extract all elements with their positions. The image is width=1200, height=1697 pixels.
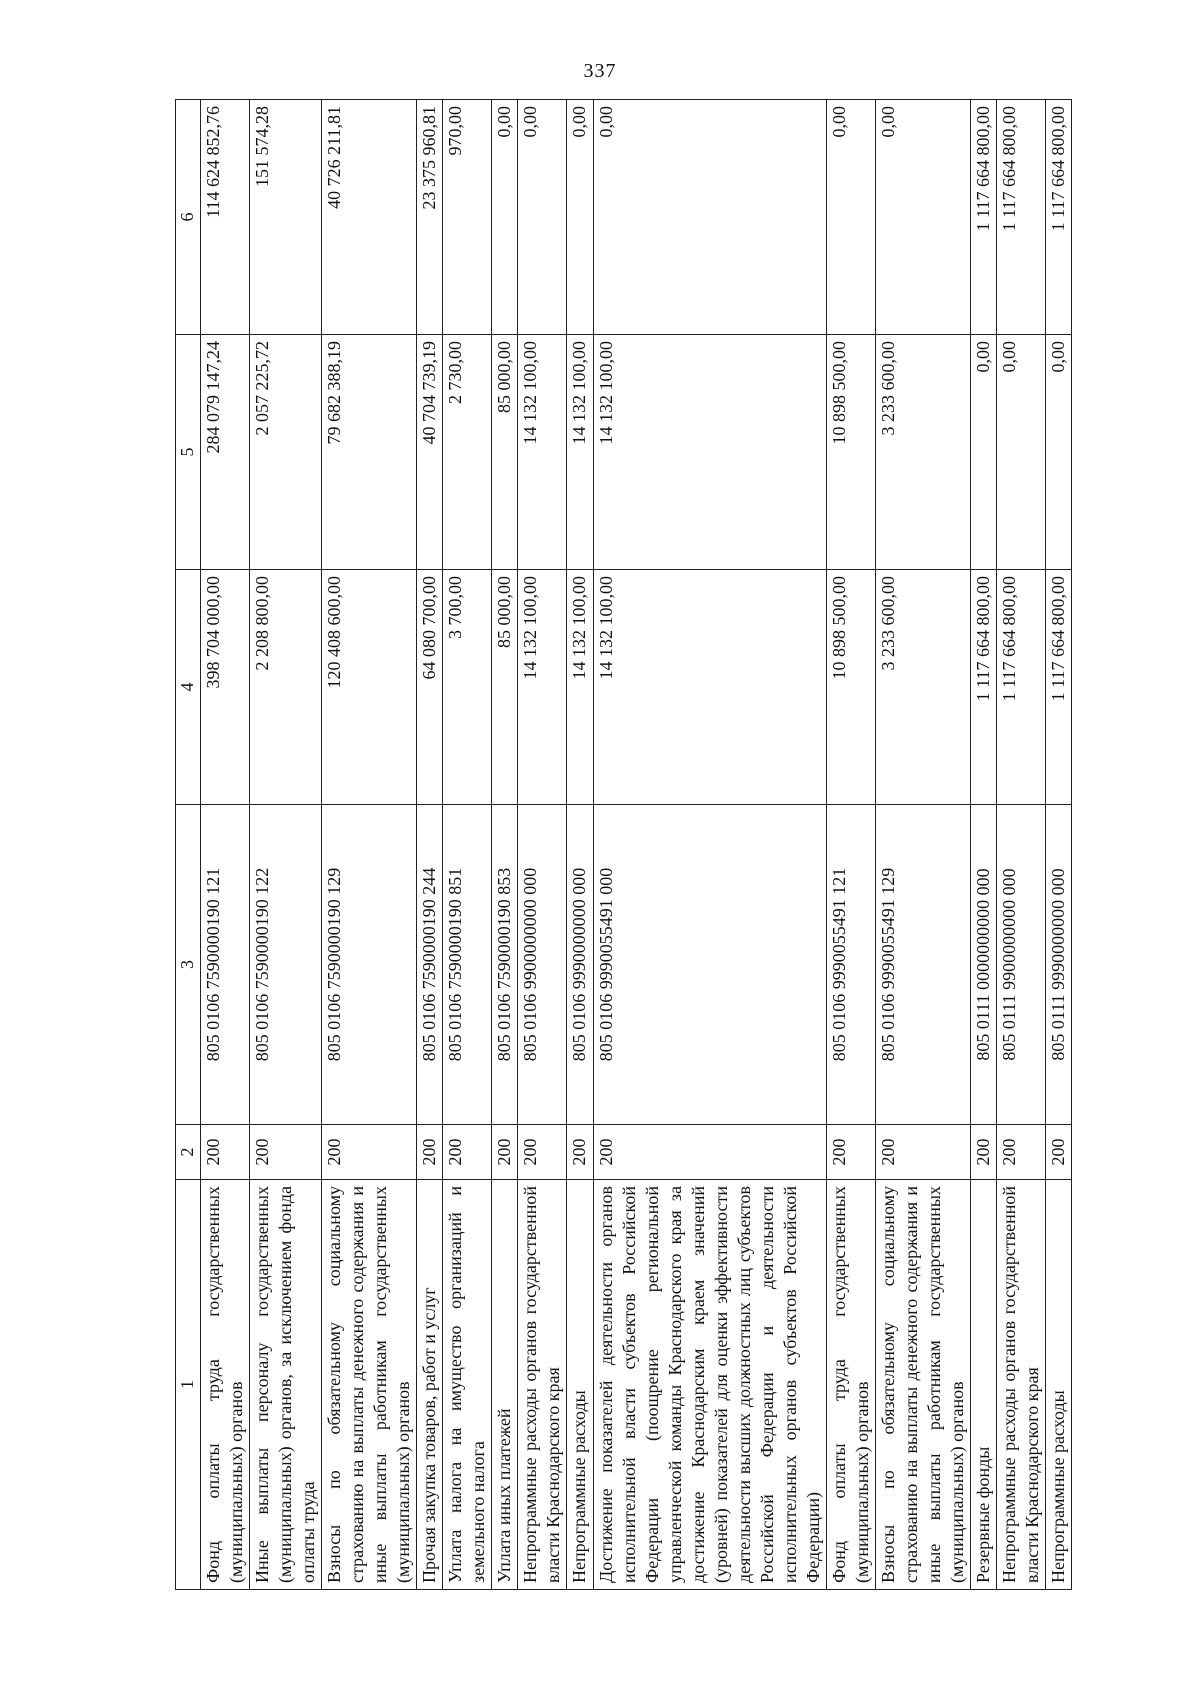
line-code: 200 — [971, 1125, 997, 1180]
unexecuted-amount: 0,00 — [875, 100, 970, 335]
line-code: 200 — [322, 1125, 417, 1180]
unexecuted-amount: 23 375 960,81 — [417, 100, 443, 335]
expense-name: Взносы по обязательному социальному страхованию на выплаты денежного содержания и иные выплаты работникам государственных (муниципальных) органов — [875, 1180, 970, 1590]
header-col-3: 3 — [176, 805, 201, 1125]
executed-amount: 2 730,00 — [443, 335, 492, 570]
header-col-4: 4 — [176, 570, 201, 805]
classification-code: 805 0106 7590000190 129 — [322, 805, 417, 1125]
approved-amount: 3 700,00 — [443, 570, 492, 805]
expense-name: Уплата налога на имущество организаций и земельного налога — [443, 1180, 492, 1590]
executed-amount: 0,00 — [1046, 335, 1072, 570]
table-row — [971, 100, 997, 1590]
classification-code: 805 0106 9990000000 000 — [567, 805, 593, 1125]
unexecuted-amount: 1 117 664 800,00 — [1046, 100, 1072, 335]
table-body — [201, 100, 1072, 1590]
expense-name: Резервные фонды — [971, 1180, 997, 1590]
approved-amount: 64 080 700,00 — [417, 570, 443, 805]
table-row — [567, 100, 593, 1590]
rotated-table-container — [175, 100, 1120, 1590]
expense-name: Непрограммные расходы органов государственной власти Краснодарского края — [997, 1180, 1046, 1590]
unexecuted-amount: 151 574,28 — [250, 100, 322, 335]
expense-name: Прочая закупка товаров, работ и услуг — [417, 1180, 443, 1590]
line-code: 200 — [417, 1125, 443, 1180]
executed-amount: 3 233 600,00 — [875, 335, 970, 570]
table-row — [518, 100, 567, 1590]
approved-amount: 14 132 100,00 — [593, 570, 826, 805]
expense-name: Уплата иных платежей — [492, 1180, 518, 1590]
table-row — [492, 100, 518, 1590]
classification-code: 805 0106 9990055491 000 — [593, 805, 826, 1125]
line-code: 200 — [875, 1125, 970, 1180]
expense-name: Фонд оплаты труда государственных (муниципальных) органов — [201, 1180, 250, 1590]
approved-amount: 398 704 000,00 — [201, 570, 250, 805]
unexecuted-amount: 0,00 — [826, 100, 875, 335]
line-code: 200 — [201, 1125, 250, 1180]
page-number: 337 — [583, 60, 617, 82]
classification-code: 805 0106 7590000190 121 — [201, 805, 250, 1125]
executed-amount: 85 000,00 — [492, 335, 518, 570]
line-code: 200 — [518, 1125, 567, 1180]
expense-name: Непрограммные расходы органов государственной власти Краснодарского края — [518, 1180, 567, 1590]
classification-code: 805 0106 7590000190 851 — [443, 805, 492, 1125]
approved-amount: 1 117 664 800,00 — [971, 570, 997, 805]
table-row — [997, 100, 1046, 1590]
executed-amount: 2 057 225,72 — [250, 335, 322, 570]
approved-amount: 85 000,00 — [492, 570, 518, 805]
executed-amount: 14 132 100,00 — [567, 335, 593, 570]
unexecuted-amount: 970,00 — [443, 100, 492, 335]
header-col-5: 5 — [176, 335, 201, 570]
executed-amount: 0,00 — [971, 335, 997, 570]
table-row — [443, 100, 492, 1590]
classification-code: 805 0106 7590000190 244 — [417, 805, 443, 1125]
table-row — [250, 100, 322, 1590]
line-code: 200 — [997, 1125, 1046, 1180]
classification-code: 805 0111 9990000000 000 — [1046, 805, 1072, 1125]
table-row — [1046, 100, 1072, 1590]
line-code: 200 — [492, 1125, 518, 1180]
classification-code: 805 0111 0000000000 000 — [971, 805, 997, 1125]
unexecuted-amount: 40 726 211,81 — [322, 100, 417, 335]
budget-execution-table — [175, 99, 1072, 1590]
expense-name: Непрограммные расходы — [1046, 1180, 1072, 1590]
approved-amount: 3 233 600,00 — [875, 570, 970, 805]
unexecuted-amount: 0,00 — [567, 100, 593, 335]
line-code: 200 — [593, 1125, 826, 1180]
unexecuted-amount: 0,00 — [492, 100, 518, 335]
classification-code: 805 0106 9900000000 000 — [518, 805, 567, 1125]
executed-amount: 14 132 100,00 — [593, 335, 826, 570]
classification-code: 805 0111 9900000000 000 — [997, 805, 1046, 1125]
table-row — [322, 100, 417, 1590]
expense-name: Фонд оплаты труда государственных (муниципальных) органов — [826, 1180, 875, 1590]
expense-name: Непрограммные расходы — [567, 1180, 593, 1590]
approved-amount: 1 117 664 800,00 — [997, 570, 1046, 805]
header-row — [176, 100, 201, 1590]
table-row — [417, 100, 443, 1590]
executed-amount: 284 079 147,24 — [201, 335, 250, 570]
executed-amount: 0,00 — [997, 335, 1046, 570]
executed-amount: 79 682 388,19 — [322, 335, 417, 570]
approved-amount: 120 408 600,00 — [322, 570, 417, 805]
executed-amount: 40 704 739,19 — [417, 335, 443, 570]
classification-code: 805 0106 7590000190 122 — [250, 805, 322, 1125]
unexecuted-amount: 0,00 — [593, 100, 826, 335]
line-code: 200 — [443, 1125, 492, 1180]
table-row — [593, 100, 826, 1590]
unexecuted-amount: 0,00 — [518, 100, 567, 335]
header-col-2: 2 — [176, 1125, 201, 1180]
expense-name: Взносы по обязательному социальному страхованию на выплаты денежного содержания и иные выплаты работникам государственных (муниципальных) органов — [322, 1180, 417, 1590]
unexecuted-amount: 1 117 664 800,00 — [997, 100, 1046, 335]
expense-name: Иные выплаты персоналу государственных (муниципальных) органов, за исключением фонда оплаты труда — [250, 1180, 322, 1590]
classification-code: 805 0106 9990055491 121 — [826, 805, 875, 1125]
executed-amount: 10 898 500,00 — [826, 335, 875, 570]
table-row — [875, 100, 970, 1590]
approved-amount: 2 208 800,00 — [250, 570, 322, 805]
line-code: 200 — [826, 1125, 875, 1180]
classification-code: 805 0106 9990055491 129 — [875, 805, 970, 1125]
header-col-6: 6 — [176, 100, 201, 335]
rotated-table-region — [175, 100, 1120, 1590]
approved-amount: 14 132 100,00 — [567, 570, 593, 805]
executed-amount: 14 132 100,00 — [518, 335, 567, 570]
classification-code: 805 0106 7590000190 853 — [492, 805, 518, 1125]
table-row — [826, 100, 875, 1590]
approved-amount: 10 898 500,00 — [826, 570, 875, 805]
table-row — [201, 100, 250, 1590]
line-code: 200 — [567, 1125, 593, 1180]
approved-amount: 1 117 664 800,00 — [1046, 570, 1072, 805]
header-col-1: 1 — [176, 1180, 201, 1590]
unexecuted-amount: 1 117 664 800,00 — [971, 100, 997, 335]
expense-name: Достижение показателей деятельности органов исполнительной власти субъектов Российской Федерации (поощрение региональной управленческой команды Краснодарского края за достижение Краснодарским краем значений (уровней) показателей для оценки эффективности деятельности высших должностных лиц субъектов Российской Федерации и деятельности исполнительных органов субъектов Российской Федерации) — [593, 1180, 826, 1590]
table-header — [176, 100, 201, 1590]
approved-amount: 14 132 100,00 — [518, 570, 567, 805]
unexecuted-amount: 114 624 852,76 — [201, 100, 250, 335]
line-code: 200 — [1046, 1125, 1072, 1180]
line-code: 200 — [250, 1125, 322, 1180]
